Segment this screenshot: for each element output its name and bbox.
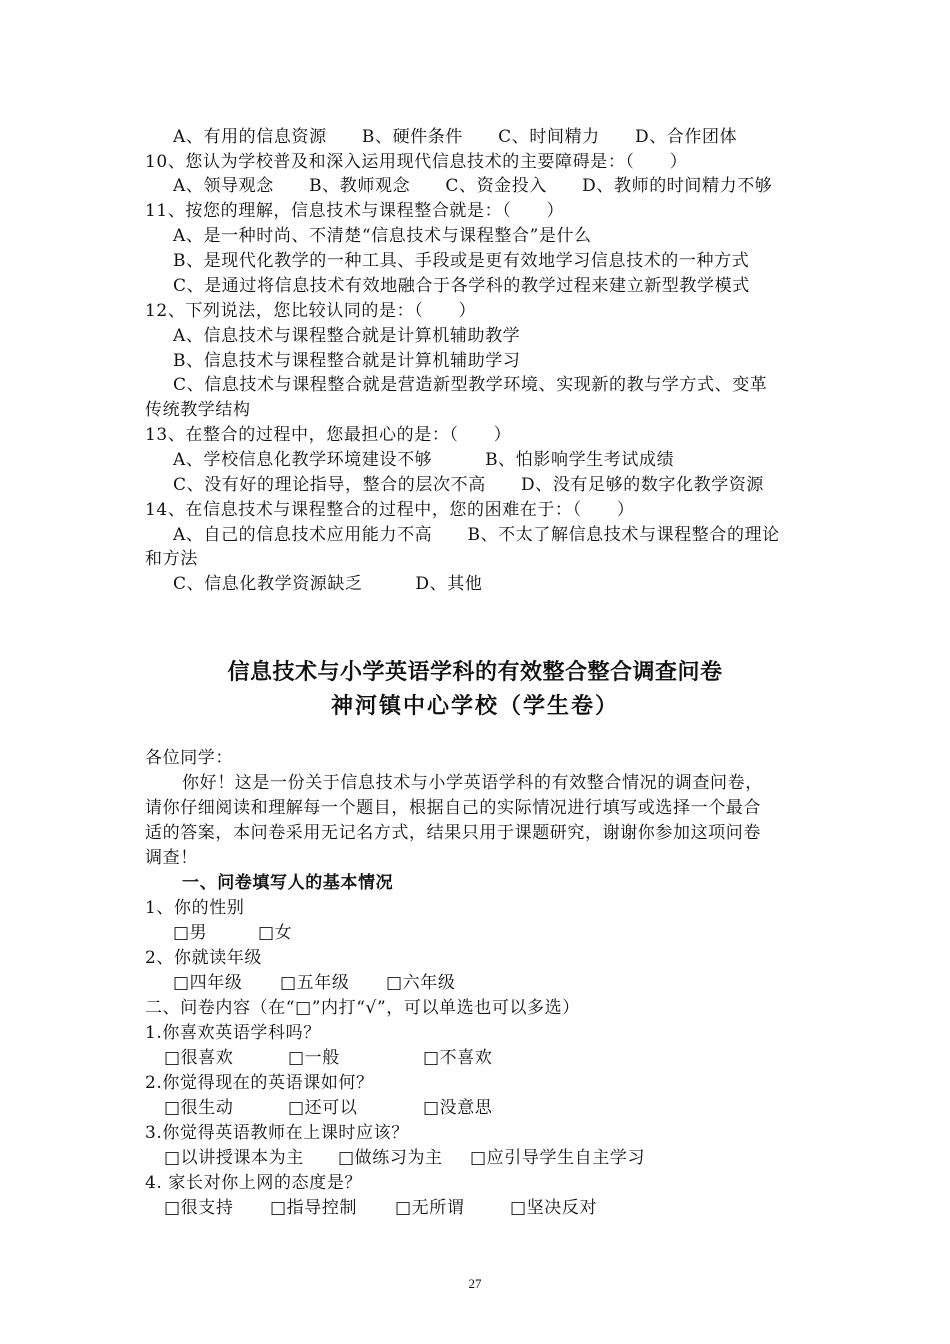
q2-option-3[interactable]: □没意思 bbox=[423, 1098, 493, 1118]
grade-option-4[interactable]: □四年级 bbox=[173, 973, 243, 993]
q9-options: A、有用的信息资源 B、硬件条件 C、时间精力 D、合作团体 bbox=[173, 127, 738, 147]
q11-option-c: C、是通过将信息技术有效地融合于各学科的教学过程来建立新型教学模式 bbox=[173, 276, 750, 296]
q14-options-cd: C、信息化教学资源缺乏 D、其他 bbox=[173, 574, 483, 594]
q4-option-3[interactable]: □无所谓 bbox=[395, 1198, 465, 1218]
q13-options-ab: A、学校信息化教学环境建设不够 B、怕影响学生考试成绩 bbox=[173, 450, 675, 470]
q13-options-cd: C、没有好的理论指导，整合的层次不高 D、没有足够的数字化教学资源 bbox=[173, 475, 765, 495]
q12-option-c: C、信息技术与课程整合就是营造新型教学环境、实现新的教与学方式、变革 bbox=[173, 375, 768, 395]
q14-options-ab: A、自己的信息技术应用能力不高 B、不太了解信息技术与课程整合的理论 bbox=[173, 525, 780, 545]
q3-option-1[interactable]: □以讲授课本为主 bbox=[164, 1148, 304, 1168]
gender-option-female[interactable]: □女 bbox=[258, 923, 293, 943]
q11-option-b: B、是现代化教学的一种工具、手段或是更有效地学习信息技术的一种方式 bbox=[173, 251, 750, 271]
q12-option-a: A、信息技术与课程整合就是计算机辅助教学 bbox=[173, 326, 521, 346]
intro-line-3: 适的答案，本问卷采用无记名方式，结果只用于课题研究，谢谢你参加这项问卷 bbox=[145, 823, 761, 843]
q11-option-a: A、是一种时尚、不清楚“信息技术与课程整合”是什么 bbox=[173, 226, 592, 246]
q-grade: 2、你就读年级 bbox=[145, 948, 263, 968]
q3-option-3[interactable]: □应引导学生自主学习 bbox=[470, 1148, 646, 1168]
q12-option-c-cont: 传统教学结构 bbox=[145, 400, 251, 420]
intro-line-2: 请你仔细阅读和理解每一个题目，根据自己的实际情况进行填写或选择一个最合 bbox=[145, 798, 761, 818]
q12-text: 12、下列说法，您比较认同的是：（ ） bbox=[145, 301, 477, 321]
q1-text: 1.你喜欢英语学科吗？ bbox=[145, 1023, 321, 1043]
grade-option-5[interactable]: □五年级 bbox=[280, 973, 350, 993]
q13-text: 13、在整合的过程中，您最担心的是：（ ） bbox=[145, 425, 512, 445]
section2-heading: 二、问卷内容（在“□”内打“√”，可以单选也可以多选） bbox=[145, 998, 580, 1018]
survey-title: 信息技术与小学英语学科的有效整合整合调查问卷 bbox=[227, 660, 723, 685]
section1-heading: 一、问卷填写人的基本情况 bbox=[182, 873, 394, 893]
q2-option-1[interactable]: □很生动 bbox=[164, 1098, 234, 1118]
q14-text: 14、在信息技术与课程整合的过程中，您的困难在于：（ ） bbox=[145, 500, 635, 520]
q4-option-4[interactable]: □坚决反对 bbox=[510, 1198, 598, 1218]
survey-subtitle: 神河镇中心学校（学生卷） bbox=[330, 694, 619, 719]
q1-option-2[interactable]: □一般 bbox=[288, 1048, 340, 1068]
q4-option-2[interactable]: □指导控制 bbox=[270, 1198, 358, 1218]
greeting: 各位同学： bbox=[145, 748, 233, 768]
q3-option-2[interactable]: □做练习为主 bbox=[338, 1148, 443, 1168]
q-gender: 1、你的性别 bbox=[145, 898, 245, 918]
q11-text: 11、按您的理解，信息技术与课程整合就是：（ ） bbox=[145, 201, 565, 221]
q4-option-1[interactable]: □很支持 bbox=[164, 1198, 234, 1218]
q4-text: 4. 家长对你上网的态度是？ bbox=[145, 1173, 363, 1193]
q1-option-3[interactable]: □不喜欢 bbox=[423, 1048, 493, 1068]
q2-text: 2.你觉得现在的英语课如何？ bbox=[145, 1073, 374, 1093]
q12-option-b: B、信息技术与课程整合就是计算机辅助学习 bbox=[173, 351, 521, 371]
q3-text: 3.你觉得英语教师在上课时应该？ bbox=[145, 1123, 409, 1143]
gender-option-male[interactable]: □男 bbox=[173, 923, 208, 943]
intro-line-4: 调查！ bbox=[145, 848, 198, 868]
q10-text: 10、您认为学校普及和深入运用现代信息技术的主要障碍是：（ ） bbox=[145, 152, 688, 172]
intro-line-1: 你好！这是一份关于信息技术与小学英语学科的有效整合情况的调查问卷， bbox=[182, 773, 763, 793]
page-number: 27 bbox=[468, 1276, 482, 1291]
grade-option-6[interactable]: □六年级 bbox=[386, 973, 456, 993]
q14-options-ab-cont: 和方法 bbox=[145, 549, 198, 569]
q2-option-2[interactable]: □还可以 bbox=[288, 1098, 358, 1118]
q1-option-1[interactable]: □很喜欢 bbox=[164, 1048, 234, 1068]
q10-options: A、领导观念 B、教师观念 C、资金投入 D、教师的时间精力不够 bbox=[173, 176, 773, 196]
